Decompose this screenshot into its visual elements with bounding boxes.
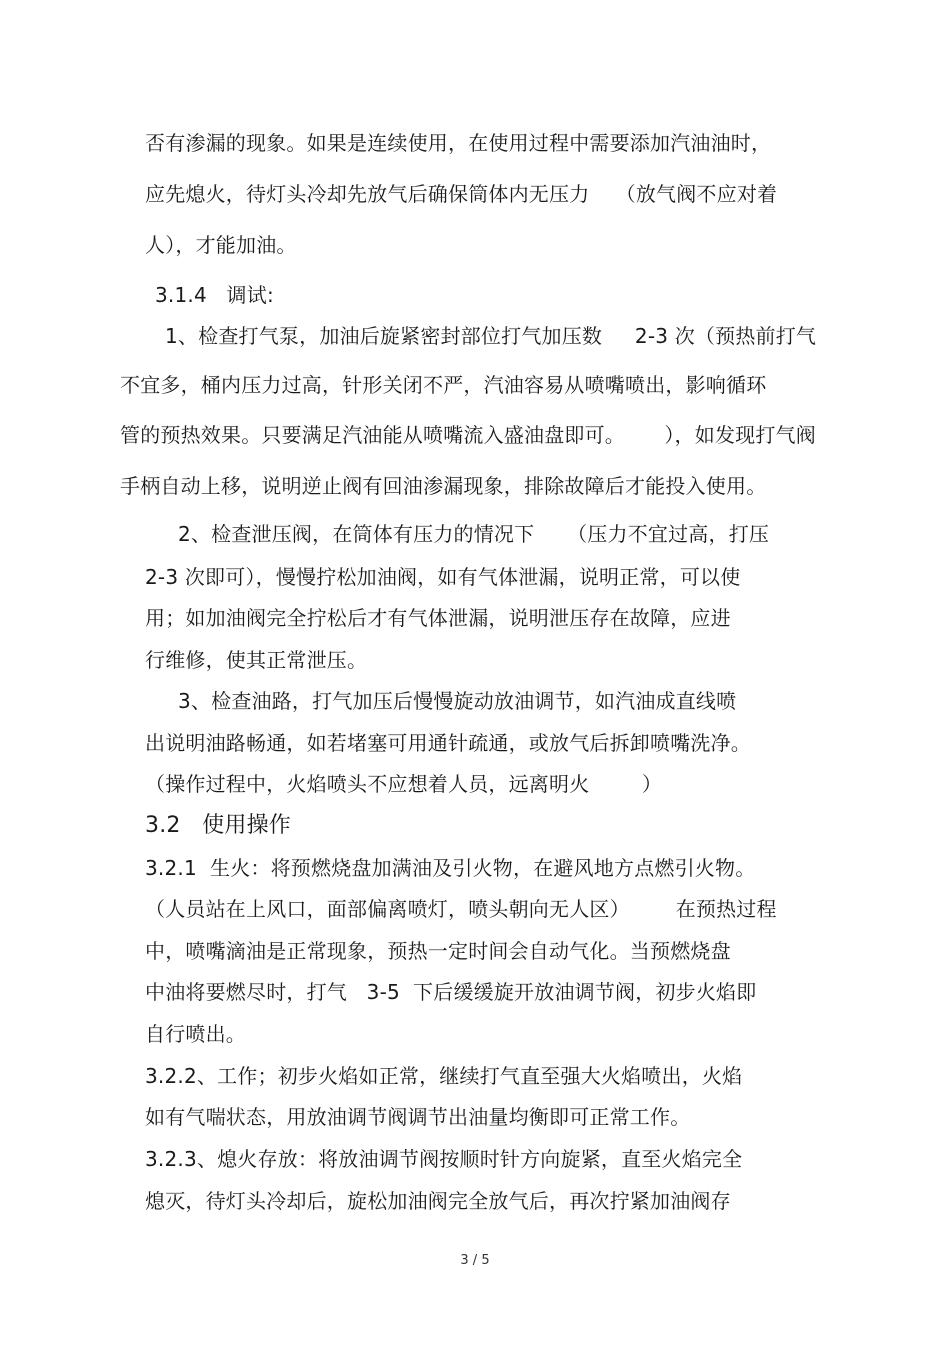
text-line-11: 用；如加油阀完全拧松后才有气体泄漏，说明泄压存在故障，应进	[145, 606, 731, 630]
text-line-25: 熄灭，待灯头冷却后，旋松加油阀完全放气后，再次拧紧加油阀存	[145, 1189, 731, 1213]
text-line-19: 中，喷嘴滴油是正常现象，预热一定时间会自动气化。当预燃烧盘	[145, 939, 731, 963]
section-3-1-4-heading: 3.1.4 调试:	[155, 283, 274, 307]
text-line-10: 2-3 次即可），慢慢拧松加油阀，如有气体泄漏，说明正常，可以使	[145, 565, 741, 589]
text-line-12: 行维修，使其正常泄压。	[145, 648, 368, 672]
text-line-18: （人员站在上风口，面部偏离喷灯，喷头朝向无人区） 在预热过程	[145, 897, 777, 921]
text-line-5: 1、检查打气泵，加油后旋紧密封部位打气加压数 2-3 次（预热前打气	[165, 324, 817, 348]
text-line-15: （操作过程中，火焰喷头不应想着人员，远离明火 ）	[145, 772, 663, 796]
text-line-24: 3.2.3、熄火存放：将放油调节阀按顺时针方向旋紧，直至火焰完全	[145, 1147, 743, 1171]
page-number: 3 / 5	[460, 1253, 490, 1268]
text-line-21: 自行喷出。	[145, 1022, 246, 1046]
text-line-9: 2、检查泄压阀，在筒体有压力的情况下 （压力不宜过高，打压	[178, 522, 770, 546]
text-line-3: 人），才能加油。	[145, 233, 297, 257]
text-line-22: 3.2.2、工作；初步火焰如正常，继续打气直至强大火焰喷出，火焰	[145, 1064, 743, 1088]
text-line-6: 不宜多，桶内压力过高，针形关闭不严，汽油容易从喷嘴喷出，影响循环	[120, 373, 767, 397]
text-line-8: 手柄自动上移，说明逆止阀有回油渗漏现象，排除故障后才能投入使用。	[120, 474, 767, 498]
text-line-13: 3、检查油路，打气加压后慢慢旋动放油调节，如汽油成直线喷	[178, 689, 737, 713]
text-line-1: 否有渗漏的现象。如果是连续使用，在使用过程中需要添加汽油油时，	[145, 131, 772, 155]
text-line-14: 出说明油路畅通，如若堵塞可用通针疏通，或放气后拆卸喷嘴洗净。	[145, 731, 751, 755]
text-line-2: 应先熄火，待灯头冷却先放气后确保筒体内无压力 （放气阀不应对着	[145, 182, 778, 206]
text-line-23: 如有气喘状态，用放油调节阀调节出油量均衡即可正常工作。	[145, 1105, 691, 1129]
text-line-17: 3.2.1 生火：将预燃烧盘加满油及引火物，在避风地方点燃引火物。	[145, 856, 756, 880]
text-line-7: 管的预热效果。只要满足汽油能从喷嘴流入盛油盘即可。 ），如发现打气阀	[120, 423, 816, 447]
section-3-2-heading: 3.2 使用操作	[145, 813, 291, 838]
text-line-20: 中油将要燃尽时，打气 3-5 下后缓缓旋开放油调节阀，初步火焰即	[145, 980, 757, 1004]
